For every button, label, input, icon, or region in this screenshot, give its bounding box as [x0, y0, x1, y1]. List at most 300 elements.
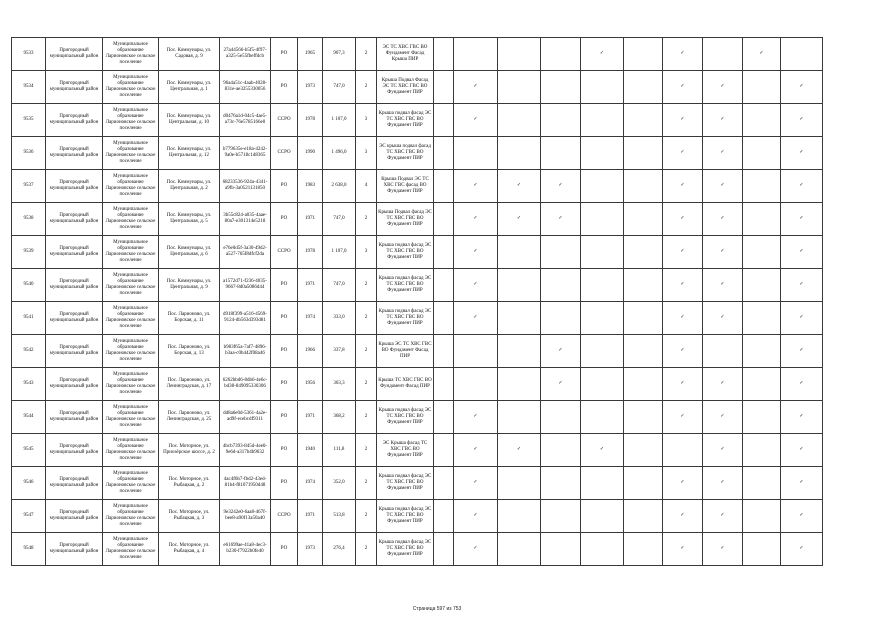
checkmark-cell	[663, 368, 703, 401]
checkmark-icon: ✓	[599, 51, 605, 56]
checkmark-cell	[454, 302, 498, 335]
building-id-cell: e76e0d5f-3a30-49d2-a527-765f8dfcf2da	[220, 236, 271, 269]
row-number-cell: 9542	[12, 335, 46, 368]
empty-cell-cell	[434, 500, 454, 533]
checkmark-icon: ✓	[680, 282, 685, 287]
address-cell: Пос. Коммунары, ул. Центральная, д. 2	[159, 170, 220, 203]
checkmark-cell	[703, 467, 743, 500]
build-year-cell: 1973	[298, 71, 323, 104]
checkmark-icon: ✓	[558, 348, 563, 353]
build-year-cell: 1956	[298, 368, 323, 401]
checkmark-icon: ✓	[680, 150, 685, 155]
checkmark-icon: ✓	[473, 546, 478, 551]
table-row	[12, 104, 823, 137]
checkmark-icon: ✓	[516, 183, 522, 188]
checkmark-icon: ✓	[799, 117, 804, 122]
checkmark-icon: ✓	[473, 249, 478, 254]
management-type-cell: РО	[271, 434, 298, 467]
checkmark-icon: ✓	[720, 480, 725, 485]
checkmark-cell	[454, 269, 498, 302]
table-row	[12, 170, 823, 203]
checkmark-cell	[703, 368, 743, 401]
checkmark-cell	[781, 38, 823, 71]
checkmark-cell	[663, 302, 703, 335]
checkmark-cell	[781, 434, 823, 467]
management-type-cell: РО	[271, 170, 298, 203]
settlement-cell: Муниципальное образование Ларионовское сельское поселение	[103, 38, 159, 71]
checkmark-icon: ✓	[799, 315, 804, 320]
empty-cell-cell	[434, 71, 454, 104]
settlement-cell: Муниципальное образование Ларионовское сельское поселение	[103, 170, 159, 203]
management-type-cell: РО	[271, 533, 298, 566]
checkmark-cell	[454, 335, 498, 368]
checkmark-icon: ✓	[799, 513, 804, 518]
management-type-cell: РО	[271, 401, 298, 434]
checkmark-cell	[781, 269, 823, 302]
checkmark-cell	[498, 137, 541, 170]
table-row	[12, 335, 823, 368]
checkmark-cell	[624, 170, 663, 203]
checkmark-cell	[581, 71, 624, 104]
municipal-district-cell: Пригородный муниципальный район	[46, 269, 103, 302]
checkmark-icon: ✓	[799, 381, 804, 386]
checkmark-cell	[541, 38, 581, 71]
municipal-district-cell: Пригородный муниципальный район	[46, 500, 103, 533]
row-number-cell: 9543	[12, 368, 46, 401]
checkmark-icon: ✓	[720, 513, 725, 518]
management-type-cell: РО	[271, 335, 298, 368]
works-list-cell: Крыша Подвал фасад ЭС ТС ХВС ГВС ВО Фундамент ПИР	[377, 203, 434, 236]
build-year-cell: 1983	[298, 170, 323, 203]
building-id-cell: e61699ae-41a8-4ec3-b230-f7922b0fe40	[220, 533, 271, 566]
floors-cell: 2	[356, 269, 377, 302]
build-year-cell: 1990	[298, 137, 323, 170]
total-area-cell: 368,2	[323, 401, 356, 434]
checkmark-cell	[581, 170, 624, 203]
municipal-district-cell: Пригородный муниципальный район	[46, 236, 103, 269]
row-number-cell: 9534	[12, 71, 46, 104]
table-row	[12, 368, 823, 401]
municipal-district-cell: Пригородный муниципальный район	[46, 335, 103, 368]
checkmark-cell	[781, 104, 823, 137]
checkmark-cell	[454, 38, 498, 71]
checkmark-cell	[663, 170, 703, 203]
table-row	[12, 236, 823, 269]
address-cell: Пос. Коммунары, ул. Центральная, д. 12	[159, 137, 220, 170]
row-number-cell: 9540	[12, 269, 46, 302]
empty-cell-cell	[434, 236, 454, 269]
checkmark-icon: ✓	[799, 282, 804, 287]
address-cell: Пос. Коммунары, ул. Центральная, д. 9	[159, 269, 220, 302]
address-cell: Пос. Моторное, ул. Рыбацкая, д. 3	[159, 500, 220, 533]
checkmark-cell	[581, 335, 624, 368]
empty-cell-cell	[434, 467, 454, 500]
checkmark-cell	[541, 467, 581, 500]
floors-cell: 2	[356, 434, 377, 467]
build-year-cell: 1940	[298, 434, 323, 467]
checkmark-cell	[498, 368, 541, 401]
empty-cell-cell	[434, 401, 454, 434]
checkmark-cell	[703, 170, 743, 203]
address-cell: Пос. Коммунары, ул. Садовая, д. 9	[159, 38, 220, 71]
checkmark-cell	[781, 368, 823, 401]
floors-cell: 4	[356, 170, 377, 203]
checkmark-cell	[703, 434, 743, 467]
checkmark-icon: ✓	[680, 381, 685, 386]
municipal-district-cell: Пригородный муниципальный район	[46, 170, 103, 203]
empty-cell-cell	[434, 104, 454, 137]
management-type-cell: ССРО	[271, 500, 298, 533]
checkmark-icon: ✓	[720, 414, 725, 419]
settlement-cell: Муниципальное образование Ларионовское сельское поселение	[103, 401, 159, 434]
checkmark-cell	[581, 401, 624, 434]
settlement-cell: Муниципальное образование Ларионовское сельское поселение	[103, 203, 159, 236]
checkmark-cell	[581, 203, 624, 236]
checkmark-cell	[624, 335, 663, 368]
checkmark-cell	[781, 335, 823, 368]
checkmark-cell	[581, 467, 624, 500]
checkmark-cell	[581, 236, 624, 269]
empty-cell-cell	[434, 302, 454, 335]
row-number-cell: 9538	[12, 203, 46, 236]
checkmark-cell	[581, 533, 624, 566]
total-area-cell: 747,0	[323, 71, 356, 104]
management-type-cell: РО	[271, 467, 298, 500]
management-type-cell: РО	[271, 71, 298, 104]
checkmark-cell	[581, 368, 624, 401]
works-list-cell: Крыша подвал фасад ЭС ТС ХВС ГВС ВО Фундамент ПИР	[377, 104, 434, 137]
row-number-cell: 9533	[12, 38, 46, 71]
checkmark-cell	[743, 269, 781, 302]
municipal-district-cell: Пригородный муниципальный район	[46, 38, 103, 71]
total-area-cell: 352,0	[323, 467, 356, 500]
checkmark-cell	[743, 137, 781, 170]
checkmark-icon: ✓	[799, 414, 804, 419]
checkmark-icon: ✓	[799, 216, 804, 221]
settlement-cell: Муниципальное образование Ларионовское сельское поселение	[103, 368, 159, 401]
checkmark-cell	[703, 401, 743, 434]
total-area-cell: 747,0	[323, 203, 356, 236]
table-row	[12, 137, 823, 170]
checkmark-cell	[663, 500, 703, 533]
empty-cell-cell	[434, 203, 454, 236]
checkmark-cell	[703, 302, 743, 335]
address-cell: Пос. Коммунары, ул. Центральная, д. 10	[159, 104, 220, 137]
empty-cell-cell	[434, 170, 454, 203]
table-row	[12, 467, 823, 500]
checkmark-cell	[663, 467, 703, 500]
checkmark-cell	[624, 104, 663, 137]
table-row	[12, 203, 823, 236]
checkmark-cell	[454, 368, 498, 401]
checkmark-icon: ✓	[680, 51, 685, 56]
checkmark-icon: ✓	[680, 117, 685, 122]
checkmark-cell	[703, 533, 743, 566]
checkmark-icon: ✓	[720, 447, 725, 452]
checkmark-cell	[498, 401, 541, 434]
table-row	[12, 500, 823, 533]
works-list-cell: Крыша подвал фасад ЭС ТС ХВС ГВС ВО Фундамент ПИР	[377, 467, 434, 500]
empty-cell-cell	[434, 434, 454, 467]
row-number-cell: 9541	[12, 302, 46, 335]
total-area-cell: 513,8	[323, 500, 356, 533]
checkmark-cell	[581, 137, 624, 170]
municipal-district-cell: Пригородный муниципальный район	[46, 302, 103, 335]
building-id-cell: 3b55c824-a035-4aae-80a7-e301314e5218	[220, 203, 271, 236]
checkmark-icon: ✓	[680, 348, 685, 353]
total-area-cell: 2 638,0	[323, 170, 356, 203]
floors-cell: 2	[356, 467, 377, 500]
checkmark-cell	[781, 170, 823, 203]
build-year-cell: 1973	[298, 533, 323, 566]
checkmark-cell	[581, 500, 624, 533]
checkmark-icon: ✓	[680, 84, 685, 89]
settlement-cell: Муниципальное образование Ларионовское сельское поселение	[103, 533, 159, 566]
checkmark-cell	[454, 170, 498, 203]
checkmark-cell	[663, 236, 703, 269]
building-id-cell: 96a4a51c-4aab-4028-831e-ae3255330056	[220, 71, 271, 104]
checkmark-cell	[624, 533, 663, 566]
checkmark-cell	[624, 269, 663, 302]
checkmark-icon: ✓	[720, 84, 725, 89]
floors-cell: 2	[356, 302, 377, 335]
checkmark-cell	[454, 434, 498, 467]
settlement-cell: Муниципальное образование Ларионовское сельское поселение	[103, 236, 159, 269]
checkmark-cell	[743, 434, 781, 467]
checkmark-icon: ✓	[473, 315, 478, 320]
checkmark-cell	[498, 500, 541, 533]
checkmark-cell	[454, 104, 498, 137]
checkmark-cell	[498, 203, 541, 236]
floors-cell: 3	[356, 104, 377, 137]
checkmark-cell	[454, 467, 498, 500]
checkmark-cell	[743, 302, 781, 335]
settlement-cell: Муниципальное образование Ларионовское сельское поселение	[103, 434, 159, 467]
checkmark-cell	[498, 434, 541, 467]
settlement-cell: Муниципальное образование Ларионовское сельское поселение	[103, 104, 159, 137]
management-type-cell: ССРО	[271, 104, 298, 137]
checkmark-icon: ✓	[680, 249, 685, 254]
floors-cell: 2	[356, 500, 377, 533]
build-year-cell: 1966	[298, 335, 323, 368]
checkmark-cell	[781, 71, 823, 104]
checkmark-icon: ✓	[680, 216, 685, 221]
row-number-cell: 9547	[12, 500, 46, 533]
checkmark-cell	[663, 401, 703, 434]
address-cell: Пос. Ларионово, ул. Ленинградская, д. 17	[159, 368, 220, 401]
management-type-cell: РО	[271, 269, 298, 302]
row-number-cell: 9548	[12, 533, 46, 566]
address-cell: Пос. Ларионово, ул. Борская, д. 11	[159, 302, 220, 335]
checkmark-cell	[454, 203, 498, 236]
table-row	[12, 302, 823, 335]
checkmark-cell	[781, 203, 823, 236]
settlement-cell: Муниципальное образование Ларионовское сельское поселение	[103, 335, 159, 368]
building-id-cell: d0476a1d-04c5-4ae5-a73c-76e5785166e0	[220, 104, 271, 137]
total-area-cell: 276,4	[323, 533, 356, 566]
checkmark-cell	[498, 170, 541, 203]
checkmark-cell	[703, 269, 743, 302]
checkmark-cell	[498, 335, 541, 368]
checkmark-cell	[743, 335, 781, 368]
checkmark-icon: ✓	[799, 348, 804, 353]
checkmark-cell	[581, 434, 624, 467]
checkmark-cell	[454, 71, 498, 104]
building-id-cell: 6262bbd6-8db6-4e6c-bd38-849095330306	[220, 368, 271, 401]
checkmark-cell	[498, 71, 541, 104]
checkmark-cell	[624, 137, 663, 170]
management-type-cell: РО	[271, 302, 298, 335]
checkmark-cell	[498, 236, 541, 269]
checkmark-cell	[581, 38, 624, 71]
checkmark-cell	[743, 38, 781, 71]
floors-cell: 2	[356, 203, 377, 236]
checkmark-cell	[663, 434, 703, 467]
works-list-cell: Крыша Подвал Фасад ЭС ТС ХВС ГВС ВО Фундамент ПИР	[377, 71, 434, 104]
checkmark-icon: ✓	[558, 381, 563, 386]
settlement-cell: Муниципальное образование Ларионовское сельское поселение	[103, 500, 159, 533]
checkmark-cell	[454, 533, 498, 566]
floors-cell: 3	[356, 137, 377, 170]
total-area-cell: 333,0	[323, 302, 356, 335]
checkmark-cell	[703, 236, 743, 269]
checkmark-cell	[781, 137, 823, 170]
works-list-cell: ЭС Крыша фасад ТС ХВС ГВС ВО Фундамент ПИР	[377, 434, 434, 467]
checkmark-icon: ✓	[720, 183, 725, 188]
page-number: Страница 597 из 753	[412, 606, 462, 612]
works-list-cell: Крыша подвал фасад ЭС ТС ХВС ГВС ВО Фундамент ПИР	[377, 302, 434, 335]
checkmark-cell	[624, 203, 663, 236]
management-type-cell: РО	[271, 368, 298, 401]
municipal-district-cell: Пригородный муниципальный район	[46, 203, 103, 236]
building-id-cell: 27a44566-b5f5-4f97-a325-5e55fbeffdcb	[220, 38, 271, 71]
checkmark-icon: ✓	[799, 447, 804, 452]
checkmark-icon: ✓	[473, 513, 478, 518]
checkmark-icon: ✓	[680, 183, 685, 188]
municipal-district-cell: Пригородный муниципальный район	[46, 467, 103, 500]
works-list-cell: Крыша подвал фасад ЭС ТС ХВС ГВС ВО Фундамент ПИР	[377, 401, 434, 434]
checkmark-icon: ✓	[799, 249, 804, 254]
address-cell: Пос. Ларионово, ул. Борская, д. 13	[159, 335, 220, 368]
table-row	[12, 401, 823, 434]
row-number-cell: 9535	[12, 104, 46, 137]
checkmark-cell	[498, 269, 541, 302]
checkmark-cell	[624, 434, 663, 467]
checkmark-icon: ✓	[799, 183, 804, 188]
checkmark-icon: ✓	[680, 414, 685, 419]
checkmark-cell	[541, 71, 581, 104]
build-year-cell: 1971	[298, 203, 323, 236]
building-id-cell: b983f65a-7af7-4896-b3aa-c0b442f08a46	[220, 335, 271, 368]
checkmark-cell	[624, 467, 663, 500]
checkmark-cell	[781, 500, 823, 533]
table-row	[12, 38, 823, 71]
floors-cell: 2	[356, 368, 377, 401]
floors-cell: 3	[356, 236, 377, 269]
building-id-cell: 68233536-924a-4341-a9fb-3a0521131850	[220, 170, 271, 203]
table-body	[12, 38, 823, 566]
checkmark-icon: ✓	[473, 117, 478, 122]
municipal-district-cell: Пригородный муниципальный район	[46, 368, 103, 401]
checkmark-cell	[624, 401, 663, 434]
management-type-cell: ССРО	[271, 236, 298, 269]
checkmark-icon: ✓	[720, 150, 725, 155]
checkmark-cell	[663, 335, 703, 368]
checkmark-cell	[498, 104, 541, 137]
checkmark-cell	[541, 170, 581, 203]
building-id-cell: dd8a6e0d-5361-4a2e-ad9f-ecebcdf9311	[220, 401, 271, 434]
row-number-cell: 9539	[12, 236, 46, 269]
building-id-cell: a1572d71-f236-4035-9667-8d0a5086d44	[220, 269, 271, 302]
empty-cell-cell	[434, 269, 454, 302]
address-cell: Пос. Моторное, ул. Рыбацкая, д. 2	[159, 467, 220, 500]
address-cell: Пос. Моторное, ул. Приозёрское шоссе, д. 2	[159, 434, 220, 467]
address-cell: Пос. Коммунары, ул. Центральная, д. 6	[159, 236, 220, 269]
checkmark-icon: ✓	[558, 183, 563, 188]
checkmark-cell	[581, 302, 624, 335]
checkmark-cell	[541, 104, 581, 137]
checkmark-icon: ✓	[473, 480, 478, 485]
checkmark-cell	[541, 401, 581, 434]
build-year-cell: 1971	[298, 269, 323, 302]
checkmark-cell	[781, 401, 823, 434]
checkmark-cell	[743, 71, 781, 104]
checkmark-icon: ✓	[473, 216, 478, 221]
floors-cell: 2	[356, 38, 377, 71]
checkmark-icon: ✓	[680, 315, 685, 320]
checkmark-cell	[541, 533, 581, 566]
checkmark-cell	[541, 203, 581, 236]
table-row	[12, 269, 823, 302]
total-area-cell: 1 496,0	[323, 137, 356, 170]
floors-cell: 2	[356, 401, 377, 434]
checkmark-icon: ✓	[473, 414, 478, 419]
settlement-cell: Муниципальное образование Ларионовское сельское поселение	[103, 467, 159, 500]
checkmark-cell	[703, 335, 743, 368]
checkmark-cell	[541, 269, 581, 302]
checkmark-cell	[498, 533, 541, 566]
checkmark-cell	[743, 236, 781, 269]
checkmark-cell	[454, 401, 498, 434]
row-number-cell: 9544	[12, 401, 46, 434]
checkmark-cell	[743, 203, 781, 236]
checkmark-icon: ✓	[680, 480, 685, 485]
checkmark-cell	[743, 533, 781, 566]
works-list-cell: Крыша подвал фасад ЭС ТС ХВС ГВС ВО Фундамент ПИР	[377, 269, 434, 302]
checkmark-icon: ✓	[558, 216, 563, 221]
management-type-cell: РО	[271, 38, 298, 71]
checkmark-icon: ✓	[516, 216, 522, 221]
checkmark-cell	[624, 302, 663, 335]
checkmark-cell	[703, 104, 743, 137]
checkmark-cell	[454, 500, 498, 533]
checkmark-cell	[663, 269, 703, 302]
works-list-cell: Крыша ЭС ТС ХВС ГВС ВО Фундамент Фасад ПИР	[377, 335, 434, 368]
settlement-cell: Муниципальное образование Ларионовское сельское поселение	[103, 137, 159, 170]
building-id-cell: d918f399-a516-4569-9124-db563d393d81	[220, 302, 271, 335]
total-area-cell: 907,3	[323, 38, 356, 71]
checkmark-cell	[581, 269, 624, 302]
total-area-cell: 1 107,0	[323, 236, 356, 269]
checkmark-cell	[743, 401, 781, 434]
address-cell: Пос. Коммунары, ул. Центральная, д. 5	[159, 203, 220, 236]
table-row	[12, 71, 823, 104]
works-list-cell: Крыша подвал фасад ЭС ТС ХВС ГВС ВО Фундамент ПИР	[377, 236, 434, 269]
works-list-cell: Крыша Подвал ЭС ТС ХВС ГВС фасад ВО Фундамент ПИР	[377, 170, 434, 203]
checkmark-cell	[541, 137, 581, 170]
row-number-cell: 9537	[12, 170, 46, 203]
checkmark-cell	[781, 533, 823, 566]
